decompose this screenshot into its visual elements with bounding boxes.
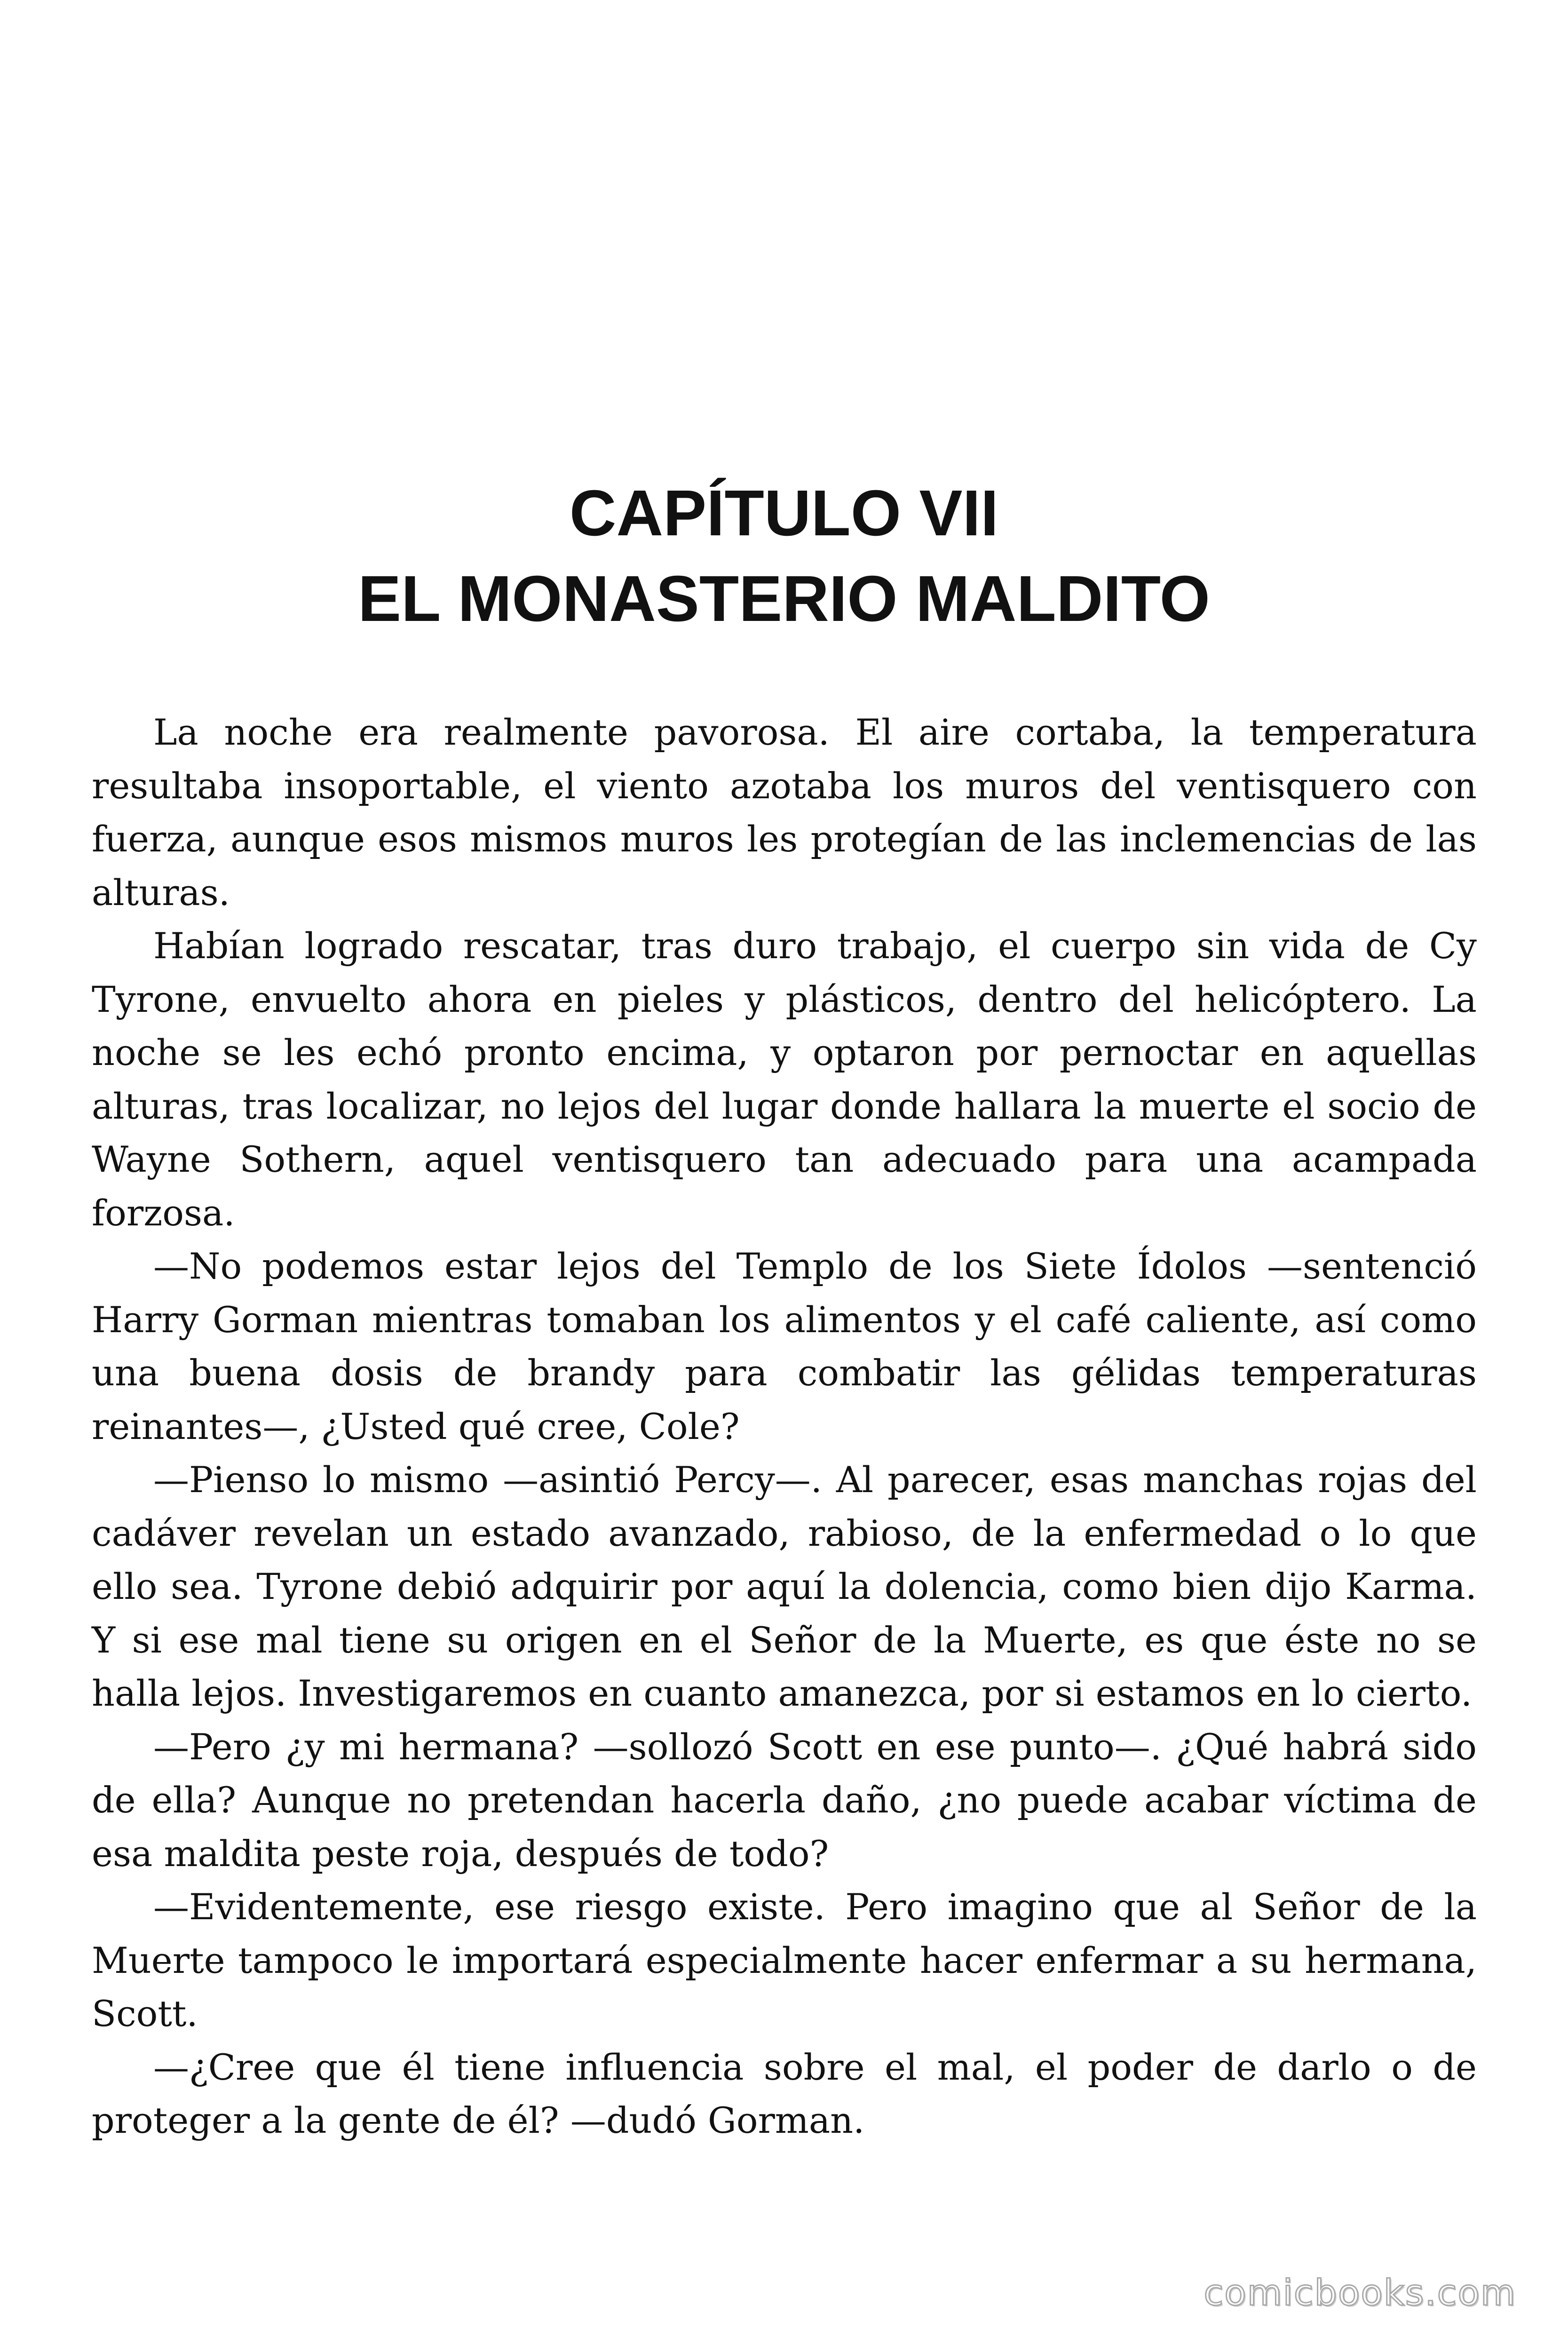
paragraph: La noche era realmente pavorosa. El aire cortaba, la temperatura resultaba insoportable, el viento azotaba los muros del ventisquero con fuerza, aunque esos mismos muros les protegían de las inclemencias de las alturas. xyxy=(92,711,1477,914)
paragraph: —Pienso lo mismo —asintió Percy—. Al parecer, esas manchas rojas del cadáver revelan un estado avanzado, rabioso, de la enfermedad o lo que ello sea. Tyrone debió adquirir por aquí la dolencia, como bien dijo Karma. Y si ese mal tiene su origen en el Señor de la Muerte, es que éste no se halla lejos. Investigaremos en cuanto amanezca, por si estamos en lo cierto. xyxy=(92,1459,1477,1714)
chapter-number: CAPÍTULO VII xyxy=(569,477,999,549)
watermark: comicbooks.com xyxy=(1204,2272,1516,2313)
paragraph: —¿Cree que él tiene influencia sobre el mal, el poder de darlo o de proteger a la gente de él? —dudó Gorman. xyxy=(92,2046,1477,2141)
paragraph: —Evidentemente, ese riesgo existe. Pero imagino que al Señor de la Muerte tampoco le importará especialmente hacer enfermar a su hermana, Scott. xyxy=(92,1886,1477,2034)
chapter-body xyxy=(92,706,1477,2147)
paragraph: Habían logrado rescatar, tras duro trabajo, el cuerpo sin vida de Cy Tyrone, envuelto ahora en pieles y plásticos, dentro del helicóptero. La noche se les echó pronto encima, y optaron por pernoctar en aquellas alturas, tras localizar, no lejos del lugar donde hallara la muerte el socio de Wayne Sothern, aquel ventisquero tan adecuado para una acampada forzosa. xyxy=(92,925,1477,1234)
paragraph: —Pero ¿y mi hermana? —sollozó Scott en ese punto—. ¿Qué habrá sido de ella? Aunque no pretendan hacerla daño, ¿no puede acabar víctima de esa maldita peste roja, después de todo? xyxy=(92,1725,1477,1875)
paragraph: —No podemos estar lejos del Templo de los Siete Ídolos —sentenció Harry Gorman mientras tomaban los alimentos y el café caliente, así como una buena dosis de brandy para combatir las gélidas temperaturas reinantes—, ¿Usted qué cree, Cole? xyxy=(92,1245,1477,1447)
chapter-heading xyxy=(0,470,1568,642)
chapter-title: EL MONASTERIO MALDITO xyxy=(358,563,1210,635)
